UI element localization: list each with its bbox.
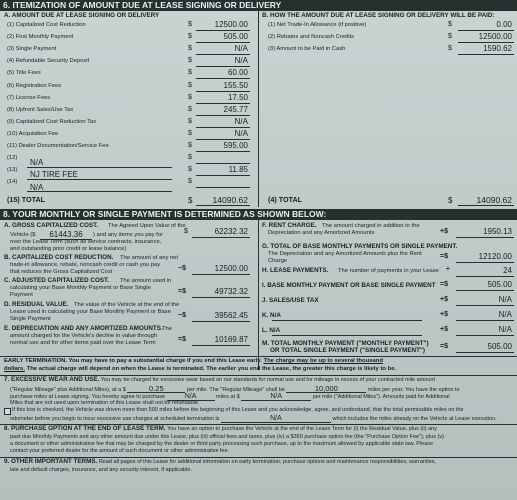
amount-due-item-dollar: $ (188, 45, 192, 53)
early-termination-text2b: The actual charge will depend on when the Lease is terminated. The earlier you end the Lease, the greater this charge is likely to be. (26, 366, 397, 372)
how-paid-item-label: (2) Rebates and Noncash Credits (268, 34, 355, 41)
gross-cap-dollar: $ (184, 228, 188, 235)
cap-reduction-underline (192, 274, 250, 275)
how-paid-item-underline (458, 54, 514, 55)
wear-use-text6b: which includes the miles already on the Vehicle at Lease execution. (332, 416, 497, 422)
amount-due-item-dollar: $ (188, 166, 192, 174)
amount-due-item-underline (196, 151, 250, 152)
total-base-value: 12120.00 (478, 252, 512, 261)
adj-cap-text1: The amount used in (120, 278, 172, 284)
amount-due-item-value: N/A (234, 56, 248, 66)
amount-due-item-label: (4) Refundable Security Deposit (7, 58, 90, 65)
amount-due-item-underline (196, 187, 250, 188)
how-paid-item-value: 0.00 (496, 20, 512, 29)
wear-use-text6a: odometer before you begin to incur excessive use charges at scheduled termination is (10, 416, 220, 422)
l-underline (456, 335, 514, 336)
k-sym: +$ (440, 311, 448, 318)
amount-due-item-underline (196, 163, 250, 164)
sales-tax-underline (456, 305, 514, 306)
total-monthly-underline (456, 352, 514, 353)
section-6-header: 6. ITEMIZATION OF AMOUNT DUE AT LEASE SIGNING OR DELIVERY (0, 0, 517, 11)
lease-payments-value: 24 (503, 266, 512, 275)
lease-payments-underline (456, 276, 514, 277)
purchase-option-text2: past due Monthly Payments and any other amount due under this Lease, plus (iii) official fees and taxes, plus (iv) a $350 purchase option fee (the "Purchase Option Fee"), plus (v) (10, 434, 444, 440)
amount-due-item-underline (196, 91, 250, 92)
amount-due-item-dollar: $ (188, 142, 192, 149)
total-monthly-sym: =$ (440, 343, 448, 350)
how-paid-item-dollar: $ (448, 33, 452, 41)
how-paid-item-underline (458, 30, 514, 31)
amount-due-item-underline (196, 127, 250, 128)
total-base-text2: Charge (268, 258, 288, 264)
lease-payments-sym: ÷ (446, 266, 450, 273)
residual-title: D. RESIDUAL VALUE. (4, 301, 69, 308)
amount-due-item-dollar: $ (188, 178, 192, 186)
amount-due-item-label: (3) Single Payment (7, 46, 57, 53)
amount-due-item-value: 155.50 (223, 80, 248, 90)
additional-mile-rate: N/A (241, 393, 311, 401)
purchase-option-text3: a document or other administrative fee that may be charged by the dealer or third party processing such purchase, up to the maximum allowed by applicable state law. Please (10, 441, 434, 447)
wear-use-text5: If this box is checked, the Vehicle was driven more than 500 miles before the beginning of this Lease and you acknowledge, agree, and understand, that the total permissible miles on the (12, 407, 464, 413)
amount-due-item-dollar: $ (188, 81, 192, 89)
amount-due-item-underline (196, 42, 250, 43)
base-monthly-title: I. BASE MONTHLY PAYMENT OR BASE SINGLE PAYMENT (262, 282, 436, 289)
depreciation-text1: The (162, 326, 172, 332)
depreciation-text2: amount charged for the Vehicle's decline in value through (10, 333, 158, 339)
amount-due-item-value: 11.85 (228, 165, 248, 175)
item-12-name: N/A (30, 158, 44, 167)
amount-due-item-label: (10) Acquisition Fee (7, 130, 59, 137)
total-monthly-title2: OR TOTAL SINGLE PAYMENT ("SINGLE PAYMENT") (270, 347, 426, 354)
vehicle-value: 61443.36 (49, 230, 83, 239)
residual-text1: The value of the Vehicle at the end of the (74, 302, 180, 308)
k-underline (456, 320, 514, 321)
depreciation-underline (192, 345, 250, 346)
depreciation-title: E. DEPRECIATION AND ANY AMORTIZED AMOUNTS. (4, 325, 163, 332)
amount-due-item-dollar: $ (188, 93, 192, 101)
gross-cap-text4: and outstanding prior credit or lease balance) (10, 246, 127, 252)
sales-tax-sym: +$ (440, 296, 448, 303)
section-payment-header: 8. YOUR MONTHLY OR SINGLE PAYMENT IS DETERMINED AS SHOWN BELOW: (0, 209, 517, 220)
odometer-allowance: N/A (221, 415, 331, 423)
residual-value: 39562.45 (214, 311, 248, 320)
item-13-underline (27, 179, 172, 180)
gross-cap-text3: over the Lease Term (such as service contracts, insurance, (10, 239, 162, 245)
total-monthly-value: 505.00 (487, 342, 512, 351)
rent-charge-title: F. RENT CHARGE. (262, 222, 317, 229)
how-paid-header: B. HOW THE AMOUNT DUE AT LEASE SIGNING OR DELIVERY WILL BE PAID: (262, 12, 495, 19)
l-value: N/A (498, 325, 512, 334)
how-paid-item-underline (458, 42, 514, 43)
amount-due-item-label: (11) Dealer Documentation/Service Fee (7, 143, 109, 149)
other-terms-text1: Read all pages of this Lease for additional information on early termination, purchase options and maintenance responsibilities, warranties, (98, 459, 437, 465)
residual-underline (192, 321, 250, 322)
base-monthly-value: 505.00 (487, 280, 512, 289)
cap-reduction-text3: that reduces the Gross Capitalized Cost (10, 269, 113, 275)
wear-use-text3a: purchase miles at Lease signing. You hereby agree to purchase (10, 394, 166, 400)
lease-payments-title: H. LEASE PAYMENTS. (262, 267, 329, 274)
wear-use-text4: Miles that are not used upon termination of this Lease shall not be refundable. (10, 400, 200, 406)
amount-due-item-dollar: $ (188, 57, 192, 65)
l-title: L. N/A (262, 327, 281, 334)
amount-due-item-label: (7) License Fees (7, 94, 51, 101)
item-12-underline (27, 167, 172, 168)
a-total-underline (196, 205, 250, 206)
a-total-label: (15) TOTAL (7, 195, 46, 204)
other-terms-text2: late and default charges, insurance, and any security interest, if applicable. (10, 467, 192, 473)
amount-due-item-value: N/A (234, 128, 248, 138)
a-total-dollar: $ (188, 196, 193, 205)
payment-bottom-rule (0, 356, 517, 357)
wear-use-line6 (10, 415, 497, 423)
amount-due-item-value: 595.00 (223, 141, 248, 150)
gross-cap-text2b: ) and any items you pay for (93, 232, 163, 238)
adj-cap-text3: Payment (10, 292, 33, 298)
gross-cap-underline (192, 237, 250, 238)
purchase-option-line1 (4, 426, 437, 433)
amount-due-item-label: (8) Upfront Sales/Use Tax (7, 106, 74, 113)
b-total-value: 14090.62 (476, 195, 512, 205)
adj-cap-underline (192, 297, 250, 298)
amount-due-item-dollar: $ (188, 154, 192, 162)
amount-due-item-value: 245.77 (223, 104, 248, 114)
rent-charge-text2: Depreciation and any Amortized Amounts (268, 230, 375, 236)
rent-charge-value: 1950.13 (483, 227, 512, 236)
amount-due-item-underline (196, 66, 250, 67)
amount-due-item-underline (196, 115, 250, 116)
amount-due-item-value: N/A (234, 116, 248, 126)
depreciation-value: 10169.87 (214, 335, 248, 344)
sales-tax-value: N/A (498, 295, 512, 304)
per-mile-rate: 0.25 (127, 385, 185, 393)
how-paid-item-value: 12500.00 (478, 32, 512, 42)
amount-due-item-dollar: $ (188, 33, 192, 41)
additional-miles: N/A (167, 393, 215, 401)
total-base-text1: The Depreciation and any Amortized Amounts plus the Rent (268, 251, 422, 257)
early-termination-line2 (4, 366, 396, 373)
other-terms-line1 (4, 459, 436, 466)
wear-use-text2a: ("Regular Mileage" plus Additional Miles), at a $ (10, 387, 126, 393)
b-total-label: (4) TOTAL (268, 195, 303, 204)
amount-due-item-value: 60.00 (227, 68, 248, 78)
amount-due-item-label: (2) First Monthly Payment (7, 34, 74, 41)
amount-due-item-value: 505.00 (223, 32, 248, 42)
amount-due-item-underline (196, 175, 250, 176)
adj-cap-text2: calculating your Base Monthly Payment or Base Single (10, 285, 151, 291)
a-total-value: 14090.62 (212, 195, 248, 205)
rent-charge-sym: +$ (440, 228, 448, 235)
early-termination-text1a: EARLY TERMINATION. You may have to pay a substantial charge if you end this Lease early. (4, 358, 262, 364)
amount-due-item-dollar: $ (188, 21, 192, 28)
k-value: N/A (498, 310, 512, 319)
early-termination-text1b: The charge may be up to several thousand (263, 358, 383, 364)
sales-tax-title: J. SALES/USE TAX (262, 297, 319, 304)
purchase-option-text4: contact your preferred dealer for the amount of such document or other administrative fee. (10, 448, 230, 454)
amount-due-item-underline (196, 30, 250, 31)
base-monthly-underline (456, 290, 514, 291)
regular-mileage: 10,000 (286, 385, 366, 393)
wear-use-text2c: miles per year. You have the option to (367, 387, 460, 393)
wear-use-text1: You may be charged for excessive wear based on our standards for normal use and for mileage in excess of your contracted mile amount (100, 377, 435, 383)
adj-cap-title: C. ADJUSTED CAPITALIZED COST. (4, 277, 109, 284)
how-paid-item-label: (3) Amount to be Paid in Cash (268, 46, 346, 53)
cap-reduction-title: B. CAPITALIZED COST REDUCTION. (4, 254, 114, 261)
amount-due-item-dollar: $ (188, 129, 192, 137)
amount-due-item-label: (9) Capitalized Cost Reduction Tax (7, 118, 97, 125)
gross-cap-text1: The Agreed Upon Value of the (108, 223, 186, 229)
section-6-divider (258, 11, 259, 207)
amount-due-item-value: 17.50 (227, 92, 248, 102)
wear-use-text3b: miles at $ (216, 394, 240, 400)
residual-text2: Lease used in calculating your Base Monthly Payment or Base (10, 309, 171, 315)
other-terms-title: 9. OTHER IMPORTANT TERMS. (4, 458, 98, 465)
adj-cap-sym: =$ (178, 288, 186, 295)
amount-due-item-label: (12) (7, 155, 18, 162)
depreciation-sym: =$ (178, 336, 186, 343)
amount-due-item-dollar: $ (188, 105, 192, 113)
amount-due-item-underline (196, 54, 250, 55)
item-14-name: N/A (30, 183, 44, 192)
section-payment-divider (258, 220, 259, 370)
wear-use-line1 (4, 377, 435, 384)
residual-sym: −$ (178, 312, 186, 319)
cap-reduction-sym: −$ (178, 265, 186, 272)
amount-due-header: A. AMOUNT DUE AT LEASE SIGNING OR DELIVERY (4, 12, 160, 19)
cap-reduction-value: 12500.00 (214, 264, 248, 273)
amount-due-item-dollar: $ (188, 69, 192, 77)
total-base-underline (456, 262, 514, 263)
purchase-option-title: 8. PURCHASE OPTION AT THE END OF LEASE TERM. (4, 425, 166, 432)
amount-due-item-value: N/A (234, 44, 248, 54)
how-paid-item-value: 1590.62 (483, 44, 512, 54)
total-monthly-title1: M. TOTAL MONTHLY PAYMENT ("MONTHLY PAYMENT") (262, 340, 429, 347)
how-paid-item-label: (1) Net Trade-In Allowance (if positive) (268, 22, 367, 28)
total-base-sym: =$ (440, 253, 448, 260)
l-line (272, 335, 422, 336)
cap-reduction-text1: The amount of any net (120, 255, 179, 261)
amount-due-item-label: (1) Capitalized Cost Reduction (7, 22, 86, 28)
amount-due-item-label: (6) Registration Fees (7, 82, 62, 89)
lease-payments-text: The number of payments in your Lease (338, 268, 439, 274)
item-13-name: NJ TIRE FEE (30, 170, 78, 179)
how-paid-item-dollar: $ (448, 21, 452, 28)
over-500-miles-checkbox[interactable] (4, 408, 11, 415)
amount-due-item-label: (5) Title Fees (7, 70, 41, 77)
l-sym: +$ (440, 326, 448, 333)
cap-reduction-text2: trade-in allowance, rebate, noncash credit or cash you pay (10, 262, 161, 268)
wear-use-text3c: per mile ("Additional Miles"). Amounts paid for Additional (312, 394, 450, 400)
b-total-dollar: $ (448, 196, 453, 205)
k-title: K. N/A (262, 312, 281, 319)
k-line (272, 320, 422, 321)
depreciation-text3: normal use and for other items paid over the Lease Term (10, 340, 156, 346)
b-total-underline (458, 205, 514, 206)
gross-cap-title: A. GROSS CAPITALIZED COST. (4, 222, 98, 229)
how-paid-item-dollar: $ (448, 45, 452, 53)
amount-due-item-underline (196, 139, 250, 140)
amount-due-item-label: (14) (7, 179, 18, 186)
item-14-underline (27, 191, 172, 192)
rent-charge-text1: The amount charged in addition to the (322, 223, 420, 229)
rent-charge-underline (456, 237, 514, 238)
residual-text3: Single Payment (10, 316, 51, 322)
amount-due-item-value: 12500.00 (214, 20, 248, 29)
gross-cap-text2a: Vehicle ($ (10, 232, 36, 238)
amount-due-item-underline (196, 103, 250, 104)
wear-use-title: 7. EXCESSIVE WEAR AND USE. (4, 376, 100, 383)
gross-cap-value: 62232.32 (214, 227, 248, 236)
early-termination-line1 (4, 358, 383, 365)
amount-due-item-label: (13) (7, 167, 18, 174)
wear-use-text2b: per mile. The "Regular Mileage" shall be (186, 387, 285, 393)
total-base-title: G. TOTAL OF BASE MONTHLY PAYMENTS OR SINGLE PAYMENT. (262, 243, 458, 250)
purchase-option-text1: You have an option to purchase the Vehicle at the end of the Lease Term for (i) the Residual Value, plus (ii) any (167, 426, 437, 432)
early-termination-text2a: dollars. (4, 366, 25, 372)
adj-cap-value: 49732.32 (214, 287, 248, 296)
base-monthly-sym: =$ (440, 281, 448, 288)
amount-due-item-dollar: $ (188, 117, 192, 125)
amount-due-item-underline (196, 78, 250, 79)
